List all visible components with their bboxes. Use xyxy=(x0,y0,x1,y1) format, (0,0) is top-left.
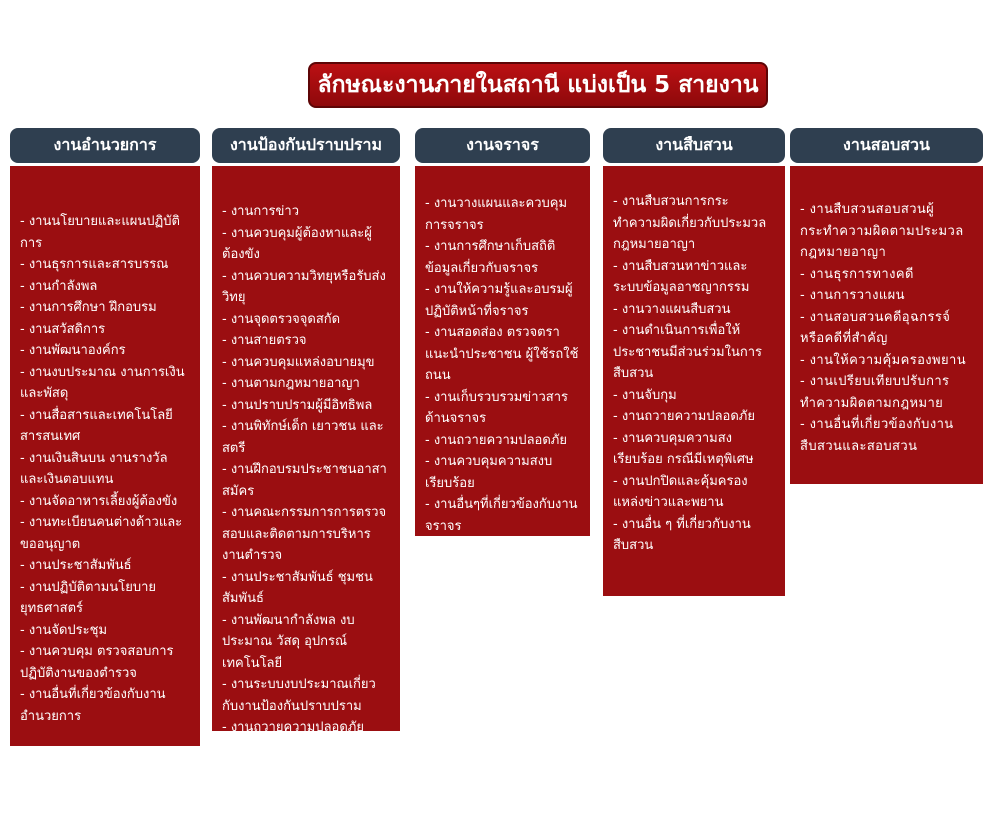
work-item: - งานเงินสินบน งานรางวัลและเงินตอบแทน xyxy=(20,450,168,487)
work-item: - งานการศึกษาเก็บสถิติข้อมูลเกี่ยวกับจราจร xyxy=(425,239,556,276)
work-item: - งานพัฒนากำลังพล งบประมาณ วัสดุ อุปกรณ์ เทคโนโลยี xyxy=(222,612,355,671)
column-header-prevention-suppression: งานป้องกันปราบปราม xyxy=(212,128,400,163)
column-items-investigation xyxy=(603,166,785,596)
column-header-traffic: งานจราจร xyxy=(415,128,590,163)
column-header-inquiry: งานสอบสวน xyxy=(790,128,983,163)
work-item: - งานการข่าว xyxy=(222,204,299,219)
column-inquiry xyxy=(790,128,983,484)
work-item: - งานอื่นๆที่เกี่ยวข้องกับงานจราจร xyxy=(425,497,578,534)
work-item: - งานวางแผนและควบคุมการจราจร xyxy=(425,196,568,233)
work-item: - งานจับกุม xyxy=(613,387,677,403)
work-item: - งานนโยบายและแผนปฏิบัติการ xyxy=(20,214,180,251)
work-item: - งานควบคุมผู้ต้องหาและผู้ต้องขัง xyxy=(222,225,372,262)
work-item: - งานปฏิบัติตามนโยบายยุทธศาสตร์ xyxy=(20,579,156,616)
work-item: - งานดำเนินการเพื่อให้ประชาชนมีส่วนร่วมในการสืบสวน xyxy=(613,323,762,381)
work-item: - งานสอดส่อง ตรวจตรา แนะนำประชาชน ผู้ใช้รถใช้ถนน xyxy=(425,325,579,383)
column-header-administration: งานอำนวยการ xyxy=(10,128,200,163)
work-item: - งานสายตรวจ xyxy=(222,333,307,348)
work-item: - งานกำลังพล xyxy=(20,278,98,294)
column-prevention-suppression xyxy=(212,128,400,821)
work-item: - งานฝึกอบรมประชาชนอาสาสมัคร xyxy=(222,462,387,499)
work-item: - งานวางแผนสืบสวน xyxy=(613,301,731,317)
work-item: - งานพัฒนาองค์กร xyxy=(20,343,126,358)
work-item: - งานการวางแผน xyxy=(800,288,905,303)
work-item: - งานทะเบียนคนต่างด้าวและขออนุญาต xyxy=(20,515,183,552)
work-item: - งานจัดอาหารเลี้ยงผู้ต้องขัง xyxy=(20,493,178,509)
work-item: - งานเก็บรวบรวมข่าวสารด้านจราจร xyxy=(425,389,569,426)
work-item: - งานควบคุมแหล่งอบายมุข xyxy=(222,354,375,370)
work-item: - งานปราบปรามผู้มีอิทธิพล xyxy=(222,397,373,413)
work-item: - งานถวายความปลอดภัย xyxy=(222,720,364,735)
column-items-prevention-suppression xyxy=(212,166,400,821)
work-item: - งานประชาสัมพันธ์ ชุมชนสัมพันธ์ xyxy=(222,569,373,606)
work-item: - งานควบคุมความสงบเรียบร้อย xyxy=(222,741,350,778)
work-item: - งานธุรการและสารบรรณ xyxy=(20,257,169,272)
work-item: - งานให้ความรู้และอบรมผู้ปฏิบัติหน้าที่จราจร xyxy=(425,282,573,319)
work-item: - งานอื่นที่เกี่ยวกับงานป้องกันปราบปราม xyxy=(222,784,384,821)
work-item: - งานอื่นที่เกี่ยวข้องกับงานอำนวยการ xyxy=(20,687,166,724)
work-item: - งานควบคุม ตรวจสอบการปฏิบัติงานของตำรวจ xyxy=(20,644,174,681)
work-item: - งานสวัสดิการ xyxy=(20,321,106,337)
work-item: - งานประชาสัมพันธ์ xyxy=(20,558,132,573)
work-item: - งานจุดตรวจจุดสกัด xyxy=(222,311,341,327)
column-items-traffic xyxy=(415,166,590,536)
work-item: - งานงบประมาณ งานการเงินและพัสดุ xyxy=(20,364,185,401)
work-item: - งานจัดประชุม xyxy=(20,622,108,638)
work-item: - งานระบบงบประมาณเกี่ยวกับงานป้องกันปราบปราม xyxy=(222,677,376,714)
work-item: - งานอื่น ๆ ที่เกี่ยวกับงานสืบสวน xyxy=(613,516,751,553)
work-item: - งานควบความวิทยุหรือรับส่งวิทยุ xyxy=(222,268,386,305)
work-item: - งานสืบสวนการกระทำความผิดเกี่ยวกับประมวลกฎหมายอาญา xyxy=(613,194,767,252)
column-administration xyxy=(10,128,200,746)
work-item: - งานการศึกษา ฝึกอบรม xyxy=(20,300,157,315)
work-item: - งานสอบสวนคดีอุฉกรรจ์หรือคดีที่สำคัญ xyxy=(800,309,951,346)
work-item: - งานอื่นที่เกี่ยวข้องกับงานสืบสวนและสอบสวน xyxy=(800,417,954,454)
column-items-administration xyxy=(10,166,200,746)
column-items-inquiry xyxy=(790,166,983,484)
work-item: - งานถวายความปลอดภัย xyxy=(613,409,755,424)
column-investigation xyxy=(603,128,785,596)
diagram-title: ลักษณะงานภายในสถานี แบ่งเป็น 5 สายงาน xyxy=(308,62,768,108)
work-item: - งานให้ความคุ้มครองพยาน xyxy=(800,352,967,368)
work-item: - งานควบคุมความสงเรียบร้อย กรณีมีเหตุพิเศษ xyxy=(613,430,754,467)
column-header-investigation: งานสืบสวน xyxy=(603,128,785,163)
work-item: - งานเปรียบเทียบปรับการทำความผิดตามกฎหมาย xyxy=(800,374,950,411)
column-traffic xyxy=(415,128,590,536)
work-item: - งานควบคุมความสงบเรียบร้อย xyxy=(425,454,553,491)
work-item: - งานปกปิดและคุ้มครองแหล่งข่าวและพยาน xyxy=(613,473,748,510)
work-item: - งานถวายความปลอดภัย xyxy=(425,432,567,448)
work-item: - งานสื่อสารและเทคโนโลยีสารสนเทศ xyxy=(20,407,173,444)
work-item: - งานคณะกรรมการการตรวจสอบและติดตามการบริหารงานตำรวจ xyxy=(222,505,387,563)
work-item: - งานพิทักษ์เด็ก เยาวชน และสตรี xyxy=(222,419,384,456)
work-item: - งานสืบสวนสอบสวนผู้กระทำความผิดตามประมวลกฎหมายอาญา xyxy=(800,202,964,260)
work-item: - งานสืบสวนหาข่าวและระบบข้อมูลอาชญากรรม xyxy=(613,258,750,295)
work-item: - งานธุรการทางคดี xyxy=(800,266,914,282)
work-item: - งานตามกฎหมายอาญา xyxy=(222,376,360,391)
